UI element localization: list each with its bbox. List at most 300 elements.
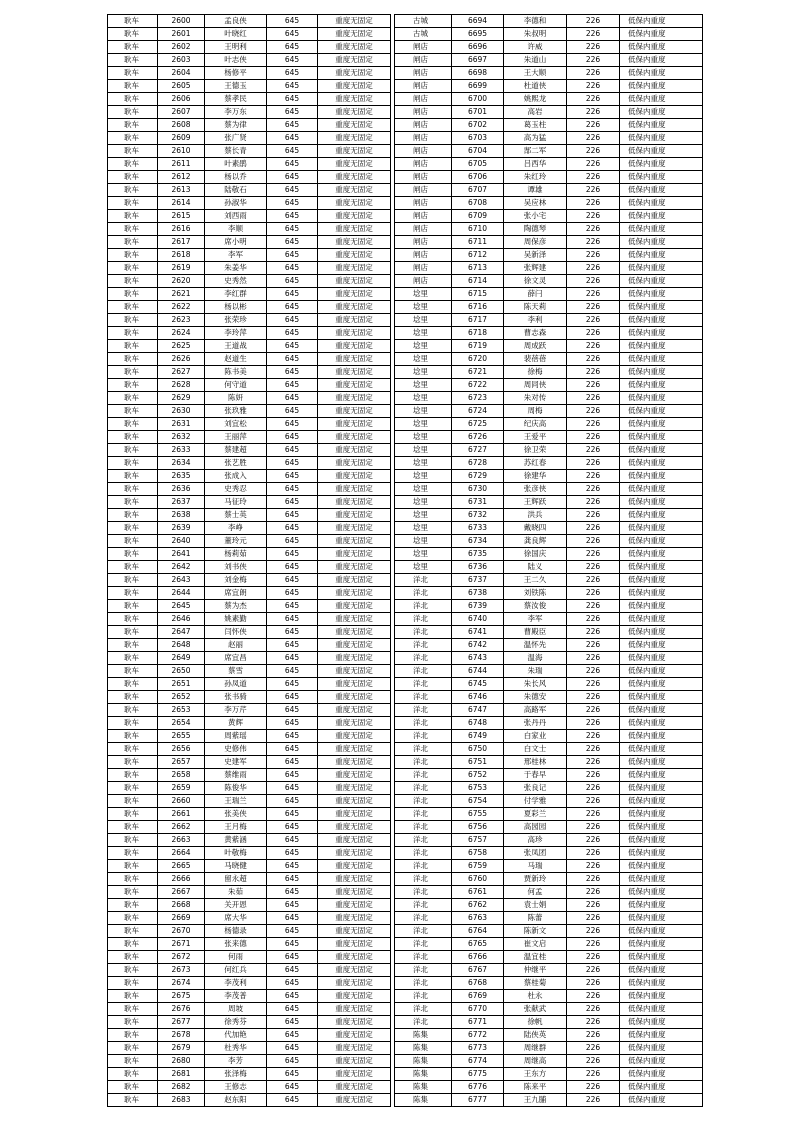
table-row [108, 678, 391, 691]
area-cell: 耿车 [108, 678, 158, 691]
serial-cell: 2600 [158, 15, 205, 28]
area-cell: 陈集 [395, 1055, 452, 1068]
category-cell: 低保内重度 [620, 28, 703, 41]
category-cell: 重度无固定 [318, 314, 391, 327]
table-row [395, 717, 703, 730]
table-row [395, 444, 703, 457]
amount-cell: 226 [567, 41, 620, 54]
table-row [108, 886, 391, 899]
amount-cell: 226 [567, 353, 620, 366]
area-cell: 洋北 [395, 834, 452, 847]
serial-cell: 2627 [158, 366, 205, 379]
area-cell: 耿车 [108, 41, 158, 54]
category-cell: 重度无固定 [318, 93, 391, 106]
area-cell: 耿车 [108, 132, 158, 145]
serial-cell: 6724 [452, 405, 504, 418]
serial-cell: 6769 [452, 990, 504, 1003]
category-cell: 重度无固定 [318, 444, 391, 457]
area-cell: 耿车 [108, 405, 158, 418]
serial-cell: 2603 [158, 54, 205, 67]
area-cell: 洋北 [395, 587, 452, 600]
amount-cell: 226 [567, 977, 620, 990]
area-cell: 耿车 [108, 691, 158, 704]
table-row [395, 847, 703, 860]
name-cell: 高岩 [504, 106, 567, 119]
serial-cell: 2626 [158, 353, 205, 366]
table-row [395, 106, 703, 119]
table-row [395, 626, 703, 639]
category-cell: 低保内重度 [620, 106, 703, 119]
name-cell: 高路军 [504, 704, 567, 717]
serial-cell: 6722 [452, 379, 504, 392]
area-cell: 耿车 [108, 769, 158, 782]
serial-cell: 6708 [452, 197, 504, 210]
table-row [108, 1016, 391, 1029]
category-cell: 重度无固定 [318, 574, 391, 587]
serial-cell: 6696 [452, 41, 504, 54]
area-cell: 洋北 [395, 808, 452, 821]
area-cell: 耿车 [108, 483, 158, 496]
category-cell: 重度无固定 [318, 223, 391, 236]
table-row [395, 1094, 703, 1107]
table-row [108, 457, 391, 470]
amount-cell: 226 [567, 860, 620, 873]
name-cell: 张献武 [504, 1003, 567, 1016]
area-cell: 古城 [395, 28, 452, 41]
serial-cell: 6723 [452, 392, 504, 405]
area-cell: 耿车 [108, 912, 158, 925]
table-row [108, 873, 391, 886]
category-cell: 重度无固定 [318, 821, 391, 834]
serial-cell: 6697 [452, 54, 504, 67]
name-cell: 王大顺 [504, 67, 567, 80]
table-row [395, 1068, 703, 1081]
name-cell: 周保彦 [504, 236, 567, 249]
table-row [108, 964, 391, 977]
name-cell: 姚素勤 [205, 613, 267, 626]
name-cell: 仲继平 [504, 964, 567, 977]
name-cell: 李利 [504, 314, 567, 327]
area-cell: 洋北 [395, 990, 452, 1003]
serial-cell: 2646 [158, 613, 205, 626]
table-row [395, 964, 703, 977]
table-row [108, 600, 391, 613]
serial-cell: 6777 [452, 1094, 504, 1107]
category-cell: 重度无固定 [318, 652, 391, 665]
amount-cell: 645 [267, 808, 318, 821]
name-cell: 戴晓四 [504, 522, 567, 535]
name-cell: 杜永 [504, 990, 567, 1003]
serial-cell: 2662 [158, 821, 205, 834]
amount-cell: 226 [567, 912, 620, 925]
amount-cell: 645 [267, 1055, 318, 1068]
category-cell: 重度无固定 [318, 1055, 391, 1068]
amount-cell: 226 [567, 899, 620, 912]
serial-cell: 2633 [158, 444, 205, 457]
category-cell: 低保内重度 [620, 704, 703, 717]
category-cell: 低保内重度 [620, 41, 703, 54]
name-cell: 李茂普 [205, 990, 267, 1003]
amount-cell: 226 [567, 990, 620, 1003]
serial-cell: 2605 [158, 80, 205, 93]
category-cell: 重度无固定 [318, 756, 391, 769]
name-cell: 蔡长青 [205, 145, 267, 158]
amount-cell: 645 [267, 210, 318, 223]
serial-cell: 6742 [452, 639, 504, 652]
amount-cell: 645 [267, 444, 318, 457]
category-cell: 重度无固定 [318, 951, 391, 964]
name-cell: 刘西雨 [205, 210, 267, 223]
serial-cell: 2606 [158, 93, 205, 106]
category-cell: 重度无固定 [318, 600, 391, 613]
serial-cell: 2669 [158, 912, 205, 925]
table-row [108, 860, 391, 873]
serial-cell: 6702 [452, 119, 504, 132]
category-cell: 重度无固定 [318, 1042, 391, 1055]
serial-cell: 6775 [452, 1068, 504, 1081]
serial-cell: 2634 [158, 457, 205, 470]
table-row [395, 301, 703, 314]
area-cell: 耿车 [108, 392, 158, 405]
area-cell: 洋北 [395, 847, 452, 860]
amount-cell: 226 [567, 678, 620, 691]
table-row [108, 275, 391, 288]
amount-cell: 645 [267, 457, 318, 470]
area-cell: 闸店 [395, 54, 452, 67]
amount-cell: 226 [567, 262, 620, 275]
amount-cell: 645 [267, 730, 318, 743]
amount-cell: 645 [267, 197, 318, 210]
serial-cell: 6736 [452, 561, 504, 574]
category-cell: 低保内重度 [620, 522, 703, 535]
category-cell: 重度无固定 [318, 626, 391, 639]
category-cell: 重度无固定 [318, 548, 391, 561]
amount-cell: 226 [567, 106, 620, 119]
area-cell: 耿车 [108, 158, 158, 171]
name-cell: 王辉跃 [504, 496, 567, 509]
table-row [108, 990, 391, 1003]
category-cell: 重度无固定 [318, 808, 391, 821]
serial-cell: 2682 [158, 1081, 205, 1094]
table-row [395, 1042, 703, 1055]
table-row [108, 67, 391, 80]
area-cell: 洋北 [395, 613, 452, 626]
amount-cell: 226 [567, 600, 620, 613]
amount-cell: 645 [267, 184, 318, 197]
area-cell: 陈集 [395, 1081, 452, 1094]
amount-cell: 226 [567, 834, 620, 847]
left-table-body [108, 15, 391, 1107]
amount-cell: 645 [267, 522, 318, 535]
name-cell: 杨莉茹 [205, 548, 267, 561]
name-cell: 葛玉柱 [504, 119, 567, 132]
name-cell: 周梅 [504, 405, 567, 418]
serial-cell: 2683 [158, 1094, 205, 1107]
area-cell: 洋北 [395, 860, 452, 873]
name-cell: 李军 [205, 249, 267, 262]
table-row [108, 704, 391, 717]
area-cell: 埝里 [395, 509, 452, 522]
name-cell: 陈新文 [504, 925, 567, 938]
serial-cell: 2643 [158, 574, 205, 587]
area-cell: 耿车 [108, 652, 158, 665]
name-cell: 朱长风 [504, 678, 567, 691]
category-cell: 重度无固定 [318, 587, 391, 600]
name-cell: 蔡汝俊 [504, 600, 567, 613]
category-cell: 重度无固定 [318, 977, 391, 990]
table-row [395, 1003, 703, 1016]
amount-cell: 226 [567, 444, 620, 457]
table-row [395, 366, 703, 379]
name-cell: 黄辉 [205, 717, 267, 730]
area-cell: 埝里 [395, 522, 452, 535]
amount-cell: 226 [567, 80, 620, 93]
serial-cell: 6746 [452, 691, 504, 704]
serial-cell: 2602 [158, 41, 205, 54]
area-cell: 耿车 [108, 301, 158, 314]
amount-cell: 226 [567, 1081, 620, 1094]
area-cell: 耿车 [108, 1094, 158, 1107]
amount-cell: 226 [567, 769, 620, 782]
amount-cell: 226 [567, 288, 620, 301]
amount-cell: 226 [567, 483, 620, 496]
amount-cell: 226 [567, 93, 620, 106]
serial-cell: 6694 [452, 15, 504, 28]
area-cell: 耿车 [108, 1003, 158, 1016]
area-cell: 耿车 [108, 444, 158, 457]
category-cell: 低保内重度 [620, 1081, 703, 1094]
category-cell: 低保内重度 [620, 15, 703, 28]
table-row [108, 912, 391, 925]
table-row [395, 587, 703, 600]
category-cell: 低保内重度 [620, 1094, 703, 1107]
name-cell: 徐建华 [504, 470, 567, 483]
area-cell: 闸店 [395, 93, 452, 106]
name-cell: 杨德录 [205, 925, 267, 938]
name-cell: 徐卫荣 [504, 444, 567, 457]
amount-cell: 645 [267, 756, 318, 769]
category-cell: 低保内重度 [620, 93, 703, 106]
category-cell: 低保内重度 [620, 210, 703, 223]
amount-cell: 226 [567, 951, 620, 964]
name-cell: 杜道侠 [504, 80, 567, 93]
table-row [395, 704, 703, 717]
serial-cell: 2654 [158, 717, 205, 730]
serial-cell: 6726 [452, 431, 504, 444]
table-row [108, 288, 391, 301]
table-row [395, 15, 703, 28]
serial-cell: 6762 [452, 899, 504, 912]
area-cell: 埝里 [395, 366, 452, 379]
table-row [108, 847, 391, 860]
amount-cell: 645 [267, 119, 318, 132]
table-row [108, 691, 391, 704]
amount-cell: 226 [567, 548, 620, 561]
category-cell: 低保内重度 [620, 496, 703, 509]
table-row [395, 197, 703, 210]
serial-cell: 2604 [158, 67, 205, 80]
serial-cell: 2635 [158, 470, 205, 483]
serial-cell: 2632 [158, 431, 205, 444]
area-cell: 耿车 [108, 15, 158, 28]
table-row [108, 340, 391, 353]
category-cell: 重度无固定 [318, 275, 391, 288]
name-cell: 董玲元 [205, 535, 267, 548]
serial-cell: 6732 [452, 509, 504, 522]
amount-cell: 645 [267, 873, 318, 886]
amount-cell: 645 [267, 236, 318, 249]
area-cell: 闸店 [395, 197, 452, 210]
name-cell: 付学雅 [504, 795, 567, 808]
category-cell: 重度无固定 [318, 1029, 391, 1042]
serial-cell: 6705 [452, 158, 504, 171]
table-row [108, 41, 391, 54]
table-row [395, 782, 703, 795]
area-cell: 闸店 [395, 145, 452, 158]
table-row [395, 769, 703, 782]
serial-cell: 6764 [452, 925, 504, 938]
serial-cell: 2659 [158, 782, 205, 795]
table-row [108, 15, 391, 28]
area-cell: 埝里 [395, 431, 452, 444]
serial-cell: 2618 [158, 249, 205, 262]
area-cell: 耿车 [108, 340, 158, 353]
amount-cell: 645 [267, 431, 318, 444]
area-cell: 闸店 [395, 67, 452, 80]
name-cell: 刘铁陈 [504, 587, 567, 600]
serial-cell: 6699 [452, 80, 504, 93]
serial-cell: 6756 [452, 821, 504, 834]
table-row [395, 275, 703, 288]
table-row [108, 431, 391, 444]
name-cell: 何守道 [205, 379, 267, 392]
amount-cell: 226 [567, 613, 620, 626]
amount-cell: 645 [267, 899, 318, 912]
amount-cell: 226 [567, 223, 620, 236]
serial-cell: 6727 [452, 444, 504, 457]
area-cell: 耿车 [108, 236, 158, 249]
serial-cell: 6754 [452, 795, 504, 808]
table-row [395, 938, 703, 951]
area-cell: 洋北 [395, 678, 452, 691]
amount-cell: 226 [567, 54, 620, 67]
amount-cell: 226 [567, 587, 620, 600]
category-cell: 重度无固定 [318, 67, 391, 80]
table-row [108, 1055, 391, 1068]
table-row [108, 925, 391, 938]
category-cell: 重度无固定 [318, 366, 391, 379]
table-row [108, 496, 391, 509]
category-cell: 低保内重度 [620, 236, 703, 249]
category-cell: 重度无固定 [318, 1081, 391, 1094]
name-cell: 周继高 [504, 1055, 567, 1068]
serial-cell: 2613 [158, 184, 205, 197]
area-cell: 洋北 [395, 873, 452, 886]
amount-cell: 226 [567, 652, 620, 665]
category-cell: 低保内重度 [620, 730, 703, 743]
name-cell: 史建军 [205, 756, 267, 769]
name-cell: 蔡雪 [205, 665, 267, 678]
category-cell: 重度无固定 [318, 171, 391, 184]
area-cell: 耿车 [108, 119, 158, 132]
area-cell: 耿车 [108, 821, 158, 834]
category-cell: 重度无固定 [318, 405, 391, 418]
category-cell: 重度无固定 [318, 925, 391, 938]
table-row [395, 353, 703, 366]
area-cell: 洋北 [395, 1016, 452, 1029]
category-cell: 重度无固定 [318, 431, 391, 444]
amount-cell: 645 [267, 548, 318, 561]
name-cell: 关开恩 [205, 899, 267, 912]
name-cell: 叶志侠 [205, 54, 267, 67]
name-cell: 徐秀芬 [205, 1016, 267, 1029]
serial-cell: 2665 [158, 860, 205, 873]
name-cell: 陈书美 [205, 366, 267, 379]
area-cell: 埝里 [395, 535, 452, 548]
area-cell: 古城 [395, 15, 452, 28]
category-cell: 低保内重度 [620, 756, 703, 769]
name-cell: 吕西华 [504, 158, 567, 171]
amount-cell: 226 [567, 67, 620, 80]
area-cell: 洋北 [395, 769, 452, 782]
serial-cell: 2668 [158, 899, 205, 912]
name-cell: 陆义 [504, 561, 567, 574]
area-cell: 埝里 [395, 340, 452, 353]
category-cell: 重度无固定 [318, 769, 391, 782]
amount-cell: 645 [267, 821, 318, 834]
table-row [108, 249, 391, 262]
name-cell: 王明利 [205, 41, 267, 54]
category-cell: 重度无固定 [318, 106, 391, 119]
table-row [395, 808, 703, 821]
category-cell: 低保内重度 [620, 587, 703, 600]
name-cell: 杨以乔 [205, 171, 267, 184]
amount-cell: 226 [567, 275, 620, 288]
serial-cell: 2681 [158, 1068, 205, 1081]
name-cell: 孙淑华 [205, 197, 267, 210]
amount-cell: 645 [267, 158, 318, 171]
serial-cell: 6763 [452, 912, 504, 925]
amount-cell: 645 [267, 990, 318, 1003]
amount-cell: 645 [267, 405, 318, 418]
amount-cell: 645 [267, 1003, 318, 1016]
serial-cell: 2660 [158, 795, 205, 808]
name-cell: 张泽梅 [205, 1068, 267, 1081]
name-cell: 徐文灵 [504, 275, 567, 288]
area-cell: 耿车 [108, 197, 158, 210]
name-cell: 崔文启 [504, 938, 567, 951]
area-cell: 耿车 [108, 574, 158, 587]
category-cell: 重度无固定 [318, 886, 391, 899]
amount-cell: 226 [567, 392, 620, 405]
area-cell: 耿车 [108, 353, 158, 366]
area-cell: 耿车 [108, 171, 158, 184]
category-cell: 重度无固定 [318, 184, 391, 197]
table-row [108, 808, 391, 821]
category-cell: 重度无固定 [318, 145, 391, 158]
category-cell: 重度无固定 [318, 41, 391, 54]
serial-cell: 2664 [158, 847, 205, 860]
serial-cell: 6701 [452, 106, 504, 119]
serial-cell: 2639 [158, 522, 205, 535]
name-cell: 李茂利 [205, 977, 267, 990]
serial-cell: 6730 [452, 483, 504, 496]
amount-cell: 645 [267, 847, 318, 860]
area-cell: 洋北 [395, 639, 452, 652]
category-cell: 重度无固定 [318, 483, 391, 496]
table-row [395, 236, 703, 249]
category-cell: 低保内重度 [620, 873, 703, 886]
